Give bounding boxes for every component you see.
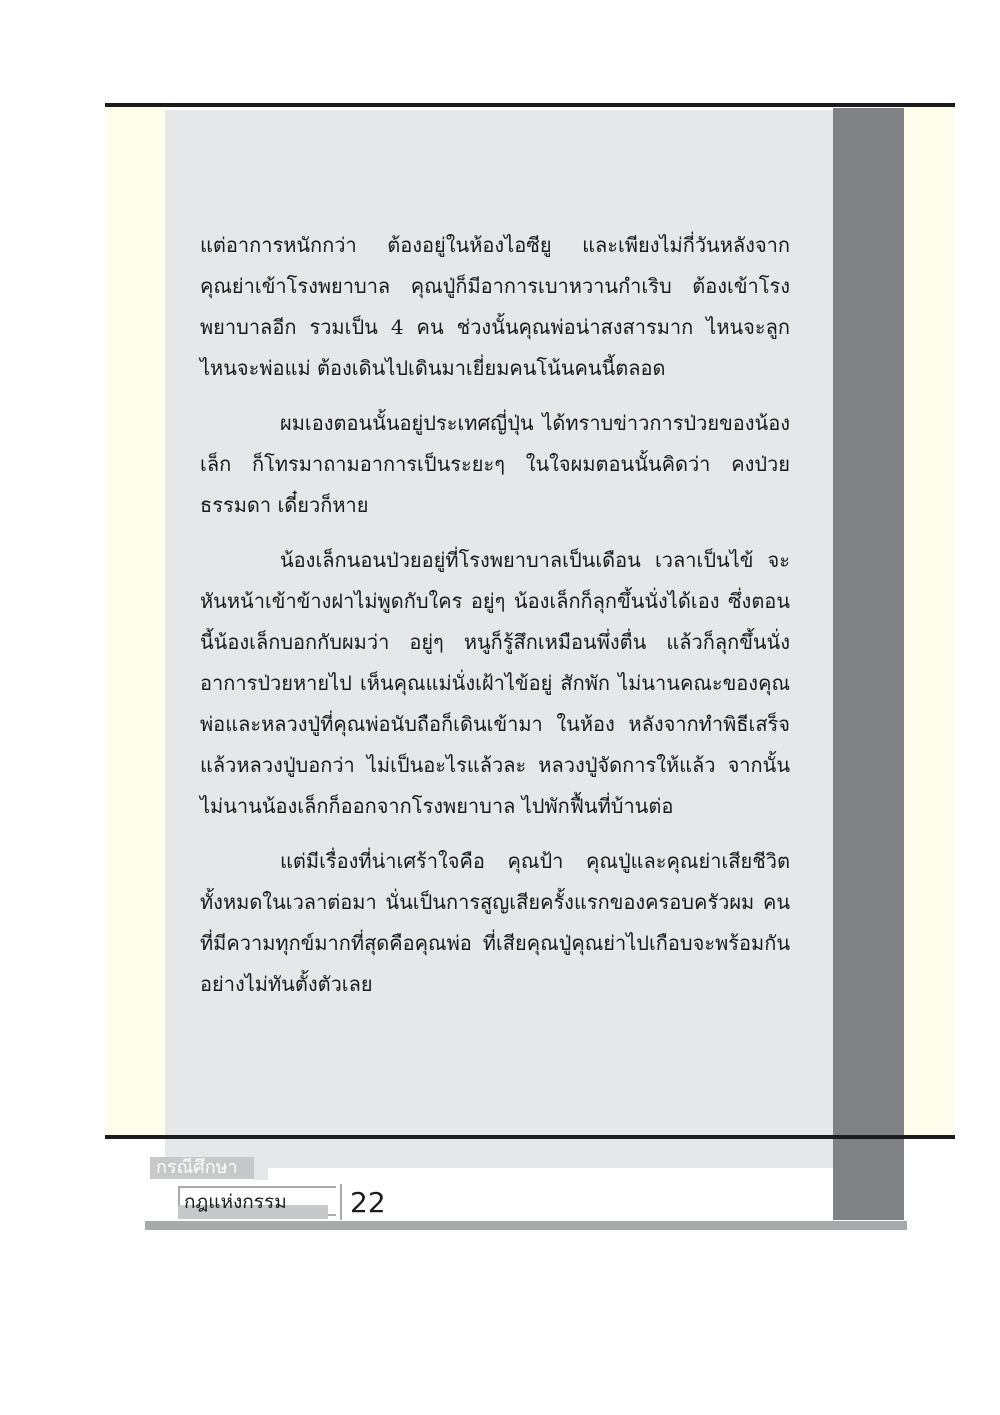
- book-title: กฎแห่งกรรม: [184, 1191, 287, 1213]
- left-margin-panel: [107, 107, 165, 1135]
- paragraph-3: น้องเล็กนอนป่วยอยู่ที่โรงพยาบาลเป็นเดือน เวลาเป็นไข้ จะหันหน้าเข้าข้างฝาไม่พูดกับใคร อยู่ๆ น้องเล็กก็ลุกขึ้นนั่งได้เอง ซึ่งตอนนี้น้องเล็กบอกกับผมว่า อยู่ๆ หนูก็รู้สึกเหมือนพึ่งตื่น แล้วก็ลุกขึ้นนั่ง อาการป่วยหายไป เห็นคุณแม่นั่งเฝ้าไข้อยู่ สักพัก ไม่นานคณะของคุณพ่อและหลวงปู่ที่คุณพ่อนับถือก็เดินเข้ามา ในห้อง หลังจากทำพิธีเสร็จแล้วหลวงปู่บอกว่า ไม่เป็นอะไรแล้วละ หลวงปู่จัดการให้แล้ว จากนั้นไม่นานน้องเล็กก็ออกจากโรงพยาบาล ไปพักฟื้นที่บ้านต่อ: [200, 548, 790, 818]
- page-divider: [340, 1184, 342, 1220]
- footer-band: [145, 1221, 907, 1230]
- page-number: 22: [350, 1186, 386, 1219]
- paragraph-2: ผมเองตอนนั้นอยู่ประเทศญี่ปุ่น ได้ทราบข่าวการป่วยของน้องเล็ก ก็โทรมาถามอาการเป็นระยะๆ ในใจผมตอนนั้นคิดว่า คงป่วยธรรมดา เดี๋ยวก็หาย: [200, 411, 790, 517]
- paragraph-4: แต่มีเรื่องที่น่าเศร้าใจคือ คุณป้า คุณปู่และคุณย่าเสียชีวิต ทั้งหมดในเวลาต่อมา นั่นเป็นการสูญเสียครั้งแรกของครอบครัวผม คนที่มีความทุกข์มากที่สุดคือคุณพ่อ ที่เสียคุณปู่คุณย่าไปเกือบจะพร้อมกัน อย่างไม่ทันตั้งตัวเลย: [200, 849, 790, 996]
- paragraph-1: แต่อาการหนักกว่า ต้องอยู่ในห้องไอซียู และเพียงไม่กี่วันหลังจากคุณย่าเข้าโรงพยาบาล คุณปู่ก็มีอาการเบาหวานกำเริบ ต้องเข้าโรงพยาบาลอีก รวมเป็น 4 คน ช่วงนั้นคุณพ่อน่าสงสารมาก ไหนจะลูก ไหนจะพ่อแม่ ต้องเดินไปเดินมาเยี่ยมคนโน้นคนนี้ตลอด: [200, 233, 790, 380]
- series-tab-notch: [254, 1166, 268, 1180]
- top-rule: [105, 103, 955, 107]
- right-margin-panel: [904, 107, 954, 1135]
- body-text: [200, 225, 790, 1019]
- side-bar: [833, 108, 904, 1220]
- series-label: กรณีศึกษา: [150, 1157, 254, 1179]
- bottom-rule: [105, 1135, 955, 1139]
